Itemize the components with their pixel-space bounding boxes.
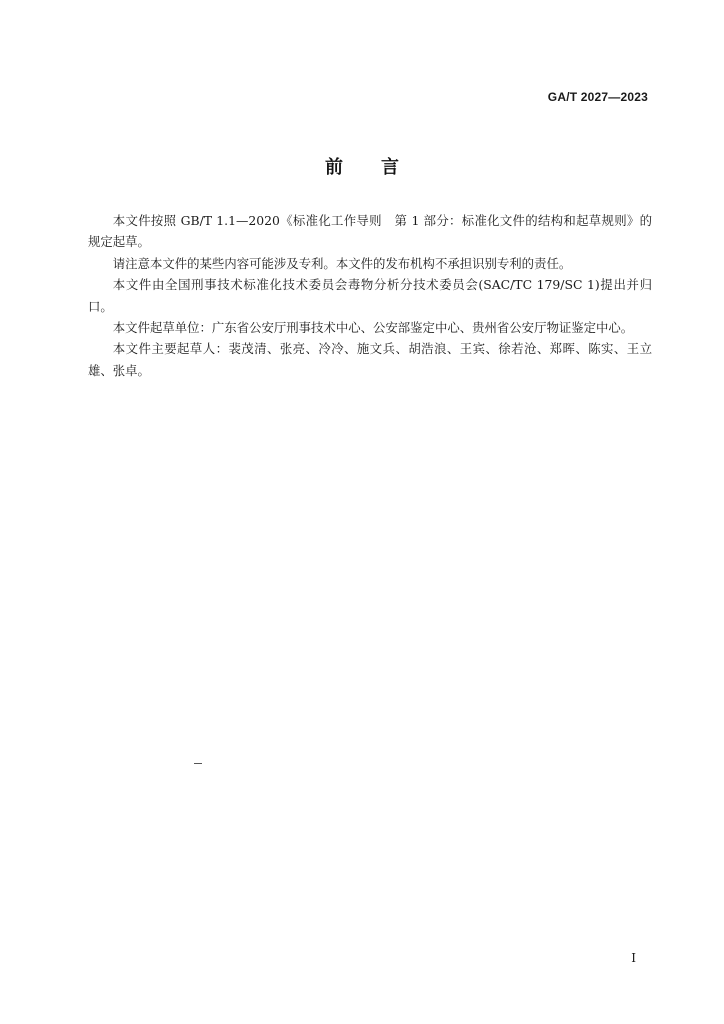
stray-dash-mark bbox=[194, 763, 202, 764]
page-number: I bbox=[631, 951, 636, 965]
paragraph-patent-notice: 请注意本文件的某些内容可能涉及专利。本文件的发布机构不承担识别专利的责任。 bbox=[112, 255, 572, 271]
standard-code-header: GA/T 2027—2023 bbox=[547, 90, 648, 104]
paragraph-proposer: 本文件由全国刑事技术标准化技术委员会毒物分析分技术委员会(SAC/TC 179/SC 1)提出并归口。 bbox=[88, 277, 652, 314]
paragraph-drafters: 本文件主要起草人：裴茂清、张亮、冷冷、施文兵、胡浩浪、王宾、徐若沧、郑晖、陈实、王立雄、张卓。 bbox=[88, 341, 652, 378]
preface-title: 前言 bbox=[325, 157, 437, 178]
paragraph-drafting-units: 本文件起草单位：广东省公安厅刑事技术中心、公安部鉴定中心、贵州省公安厅物证鉴定中心。 bbox=[112, 320, 634, 336]
paragraph-drafting-rules: 本文件按照 GB/T 1.1—2020《标准化工作导则 第 1 部分：标准化文件的结构和起草规则》的规定起草。 bbox=[88, 213, 652, 250]
preface-body bbox=[88, 210, 652, 381]
